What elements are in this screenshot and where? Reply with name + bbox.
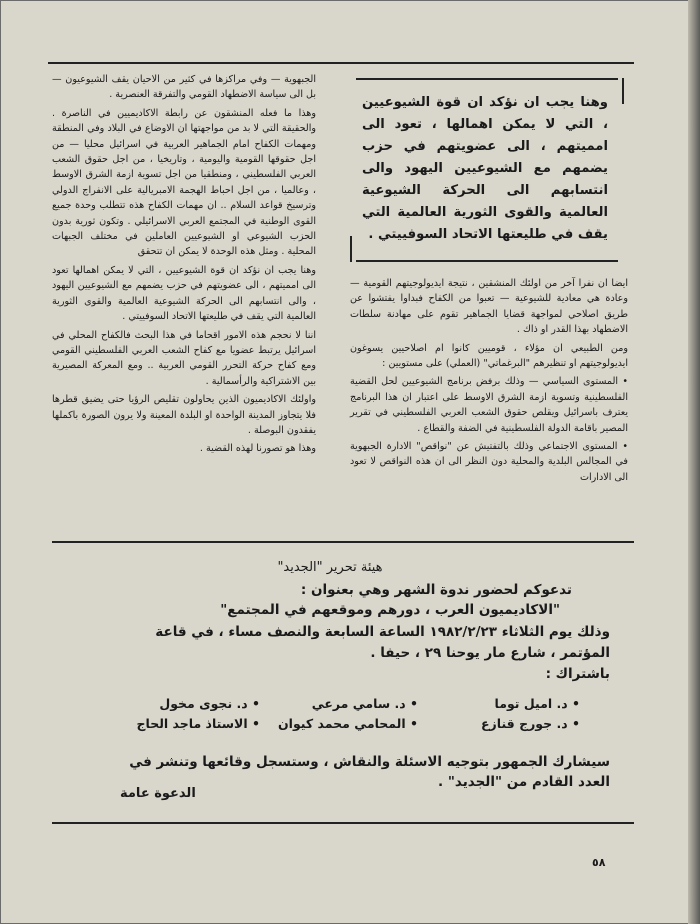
participant-2: • د. سامي مرعي [311,696,418,711]
article-right-column [350,276,628,488]
article-left-column [52,72,316,460]
participant-5: • المحامي محمد كيوان [277,716,418,731]
pull-quote-text: وهنا يجب ان نؤكد ان قوة الشيوعيين ، التي لا يمكن اهمالها ، تعود الى امميتهم ، الى عضويتهم في حزب يضمهم مع الشيوعيين اليهود والى انتسابهم الى الحركة الشيوعية العالمية والقوى الثورية العالمية التي يقف في طليعتها الاتحاد السوفييتي . [362,95,608,242]
announcement-time: وذلك يوم الثلاثاء ١٩٨٢/٢/٢٣ الساعة السابعة والنصف مساء ، في قاعة [155,624,610,640]
announcement-top-rule [52,541,634,543]
left-paragraph-3: وهنا يجب ان نؤكد ان قوة الشيوعيين ، التي لا يمكن اهمالها تعود الى امميتهم ، الى عضويتهم في حزب يضمهم مع الشيوعيين اليهود ، والى انتسابهم الى الحركة الشيوعية العالمية والقوى الثورية العالمية التي يقف في طليعتها الاتحاد السوفييتي . [52,264,316,323]
pull-quote-box [356,78,618,262]
right-paragraph-3: • المستوى السياسي — وذلك برفض برنامج الشيوعيين لحل القضية الفلسطينية وتسوية ازمة الشرق الاوسط على اعتبار ان هذا البرنامج يعترف باسرائيل ويقلص حقوق الشعب العربي الفلسطيني في تقرير المصير باقامة الدولة الفلسطينية في الضفة والقطاع . [350,376,628,434]
right-paragraph-1: ايضا ان نفرا آخر من اولئك المنشقين ، نتيجة ايديولوجيتهم القومية — وعادة هي معادية للشيوعية — تعبوا من الكفاح فبداوا يفتشوا عن طريق اصلاحي لمواجهة قضايا الجماهير تقوم على مهادنة سلطات الاضطهاد بهذا القدر او ذاك . [350,278,628,336]
participant-1: • د. اميل توما [494,696,580,711]
left-paragraph-4: اننا لا نحجم هذه الامور اقحاما في هذا البحث فالكفاح المحلي في اسرائيل يرتبط عضويا مع كفاح الشعب العربي الفلسطيني القومي ومع كفاح حركة التحرر القومي العربية .. ومع المعركة المصيرية بين الاشتراكية والرأسمالية . [52,329,316,387]
announcement-invite: تدعوكم لحضور ندوة الشهر وهي بعنوان : [300,582,572,598]
participant-3: • د. نجوى مخول [159,696,260,711]
right-paragraph-4: • المستوى الاجتماعي وذلك بالتفتيش عن "نواقص" الادارة الجبهوية في المجالس البلدية والمحلية دون النظر الى ان هذه النواقص لا تعود الى الادارات [350,441,628,483]
announcement-closing-1: سيشارك الجمهور بتوجيه الاسئلة والنقاش ، وستسجل وقائعها وتنشر في [129,754,610,770]
right-paragraph-2: ومن الطبيعي ان مؤلاء ، قوميين كانوا ام اصلاحيين يسوغون ايديولوجيتهم او تنظيرهم "البرغماتي" (العملي) على مستويين : [350,342,628,370]
bottom-rule [52,822,634,824]
left-paragraph-5: واولئك الاكاديميون الذين يحاولون تقليص الرؤيا حتى يضيق قطرها فلا يتجاوز المدينة الواحدة او البلدة المعينة ولا يرون الصورة باكملها يفقدون البوصلة . [52,394,316,436]
page-spine-shadow [688,0,700,924]
left-paragraph-1: الجبهوية — وفي مراكزها في كثير من الاحيان يقف الشيوعيون — بل الى سياسة الاضطهاد القومي والتفرقة العنصرية . [52,74,316,101]
left-paragraph-6: وهذا هو تصورنا لهذه القضية . [199,443,316,455]
announcement-signature: الدعوة عامة [120,786,196,801]
announcement-participants-label: باشتراك : [545,666,610,682]
announcement-place: المؤتمر ، شارع مار يوحنا ٢٩ ، حيفا . [370,645,610,661]
announcement-closing-2: العدد القادم من "الجديد" . [438,774,610,790]
top-rule [48,62,634,64]
participant-6: • الاستاذ ماجد الحاج [136,716,260,731]
announcement-title: "الاكاديميون العرب ، دورهم وموقعهم في المجتمع" [220,602,560,618]
left-paragraph-2: وهذا ما فعله المنشقون عن رابطة الاكاديميين في الناصرة . والحقيقة التي لا بد من مواجهتها ان الاوضاع في البلاد وفي المنطقة ومهمات الكفاح امام الجماهير العربية في اسرائيل محليا — من اجل حقوقها القومية واليومية ، وتاريخيا ، من اجل حقوق الشعب العربي الفلسطيني ، ومنطقيا من اجل تسوية ازمة الشرق الاوسط ، وعالميا ، من اجل احباط الهجمة الامبريالية على الانفراج الدولي وترسيخ قواعد السلام .. ان مهمات الكفاح هذه تتطلب وحدة جميع القوى الوطنية في المجتمع العربي الاسرائيلي . وتكون ثورية بدون الحزب الشيوعي او الشيوعيين العاملين في مختلف الجبهات المحلية . ومثل هذه الوحدة لا يمكن ان تتحقق [52,107,316,258]
participant-4: • د. جورج قنازع [481,716,580,731]
announcement-board: هيئة تحرير "الجديد" [277,560,383,575]
page-number: ٥٨ [592,856,606,869]
